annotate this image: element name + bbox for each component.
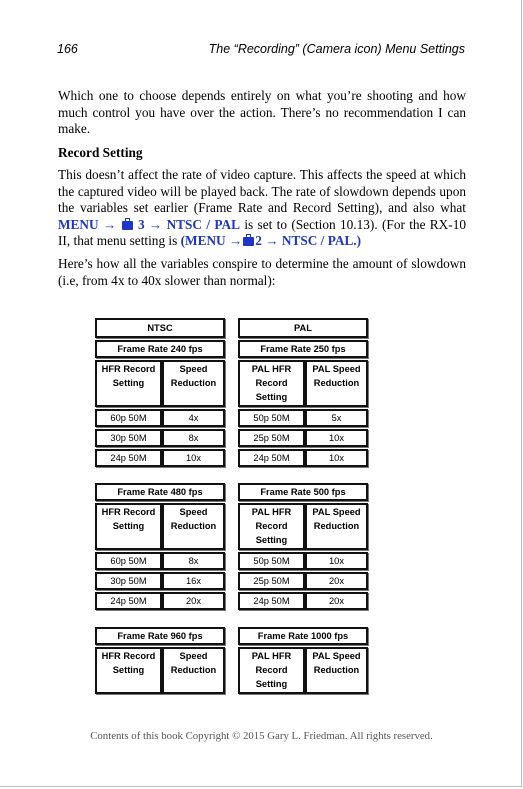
menu-path-part: MENU → [58,216,117,232]
table-cell: 20x [305,592,368,610]
table-cell: 20x [305,572,368,590]
table-ntsc-480 [95,481,225,612]
variables-paragraph: Here’s how all the variables conspire to determine the amount of slowdown (i.e, from 4x to 40x slower than normal): [58,256,466,288]
frame-rate-header: Frame Rate 500 fps [238,483,368,501]
frame-rate-header: Frame Rate 960 fps [95,627,225,645]
menu-path-1 [58,217,240,232]
page-number: 166 [57,42,78,56]
table-title: NTSC [95,318,225,338]
table-cell: 24p 50M [95,449,162,467]
column-header: Speed Reduction [162,647,225,694]
menu-path-part: 3 → NTSC / PAL [137,216,241,232]
table-cell: 60p 50M [95,409,162,427]
table-cell: 30p 50M [95,429,162,447]
camera-bag-icon [243,237,254,246]
column-header: HFR Record Setting [95,360,162,407]
table-pal-1000 [238,625,368,696]
menu-path-part: (MENU → [180,233,243,248]
table-cell: 10x [162,449,225,467]
table-cell: 10x [305,552,368,570]
running-title: The “Recording” (Camera icon) Menu Settings [208,42,465,56]
menu-path-2 [181,233,361,248]
column-header: PAL Speed Reduction [305,647,368,694]
table-cell: 25p 50M [238,429,305,447]
column-header: PAL HFR Record Setting [238,503,305,550]
table-pal-250 [238,316,368,469]
table-ntsc-960 [95,625,225,696]
column-header: HFR Record Setting [95,503,162,550]
table-cell: 20x [162,592,225,610]
frame-rate-header: Frame Rate 480 fps [95,483,225,501]
table-cell: 8x [162,429,225,447]
frame-rate-header: Frame Rate 1000 fps [238,627,368,645]
column-header: Speed Reduction [162,503,225,550]
table-ntsc-240 [95,316,225,469]
menu-path-part: 2 → NTSC / PAL.) [255,233,362,248]
section-heading: Record Setting [58,145,143,160]
column-header: Speed Reduction [162,360,225,407]
record-setting-paragraph [58,167,466,250]
table-cell: 10x [305,429,368,447]
table-cell: 50p 50M [238,552,305,570]
table-pal-500 [238,481,368,612]
column-header: PAL HFR Record Setting [238,360,305,407]
table-title: PAL [238,318,368,338]
paragraph-text: This doesn’t affect the rate of video capture. This affects the speed at which the captured video will be played back. The rate of slowdown depends upon the variables set earlier (Frame Rate and Record Setting), and also what [58,167,466,215]
table-cell: 25p 50M [238,572,305,590]
column-header: PAL Speed Reduction [305,503,368,550]
table-cell: 60p 50M [95,552,162,570]
table-cell: 24p 50M [95,592,162,610]
column-header: HFR Record Setting [95,647,162,694]
table-cell: 24p 50M [238,592,305,610]
copyright-footer: Contents of this book Copyright © 2015 Gary L. Friedman. All rights reserved. [90,730,433,742]
paragraph-text: is set to (Section 10.13). (For the RX-10 II, that menu setting is [58,216,467,248]
frame-rate-header: Frame Rate 250 fps [238,340,368,358]
table-cell: 5x [305,409,368,427]
table-cell: 10x [305,449,368,467]
table-cell: 50p 50M [238,409,305,427]
table-cell: 30p 50M [95,572,162,590]
intro-paragraph: Which one to choose depends entirely on what you’re shooting and how much control you have over the action. There’s no recommendation I can make. [58,88,466,136]
column-header: PAL Speed Reduction [305,360,368,407]
column-header: PAL HFR Record Setting [238,647,305,694]
table-cell: 4x [162,409,225,427]
frame-rate-header: Frame Rate 240 fps [95,340,225,358]
table-cell: 16x [162,572,225,590]
table-cell: 24p 50M [238,449,305,467]
table-cell: 8x [162,552,225,570]
camera-bag-icon [122,221,133,230]
